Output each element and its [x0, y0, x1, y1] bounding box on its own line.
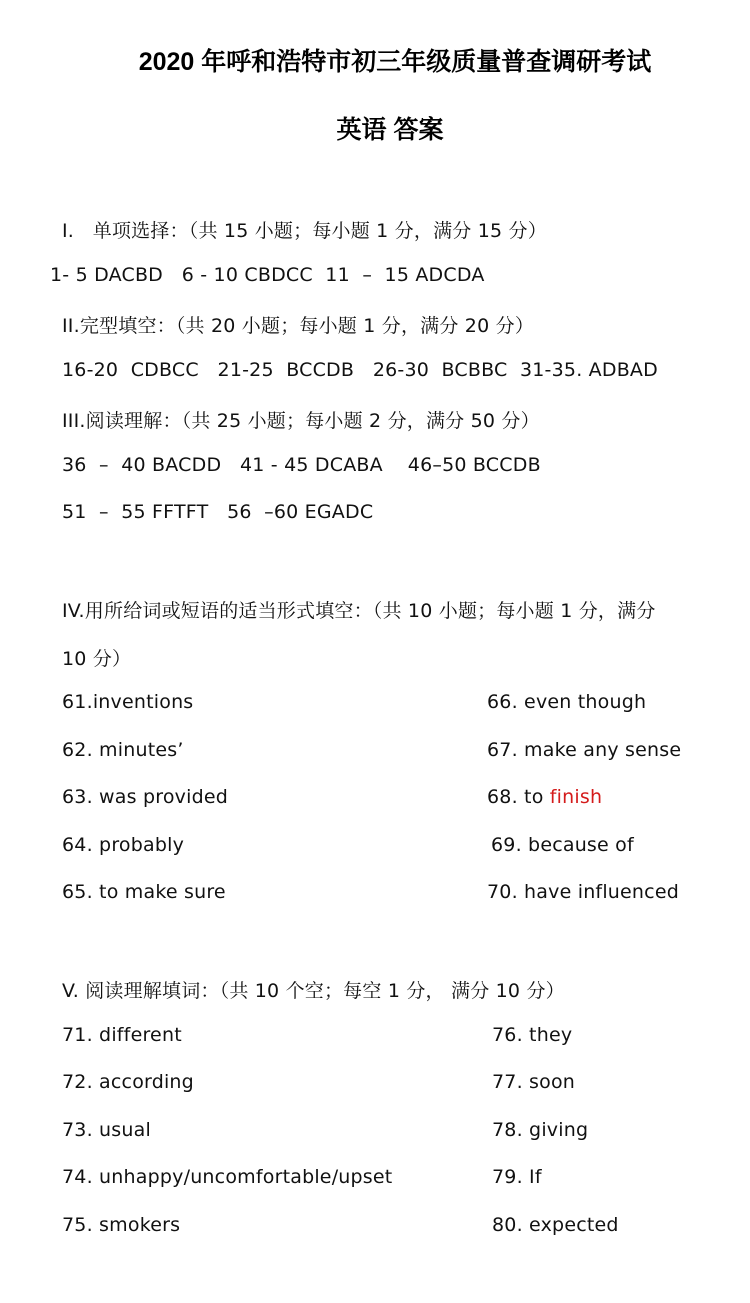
answer-76: 76. they [492, 1024, 573, 1046]
answer-70: 70. have influenced [487, 881, 679, 903]
answer-75: 75. smokers [62, 1214, 181, 1236]
page-title: 2020 年呼和浩特市初三年级质量普查调研考试 [138, 48, 652, 76]
answer-63: 63. was provided [62, 786, 228, 808]
section-3-heading: III.阅读理解：（共 25 小题；每小题 2 分，满分 50 分） [62, 410, 540, 432]
section-4-heading-cont: 10 分） [62, 648, 132, 670]
page-subtitle: 英语 答案 [336, 116, 444, 144]
answer-61: 61.inventions [62, 691, 194, 713]
answer-79: 79. If [492, 1166, 542, 1188]
answer-78: 78. giving [492, 1119, 589, 1141]
answer-68 [487, 786, 602, 808]
section-5-heading: V. 阅读理解填词：（共 10 个空；每空 1 分， 满分 10 分） [62, 980, 565, 1002]
answer-68-highlight: finish [549, 786, 603, 808]
answer-68-prefix: 68. to [487, 786, 550, 808]
answer-71: 71. different [62, 1024, 182, 1046]
answer-65: 65. to make sure [62, 881, 226, 903]
answer-69: 69. because of [491, 834, 634, 856]
section-1-answers: 1- 5 DACBD 6 - 10 CBDCC 11 – 15 ADCDA [50, 264, 485, 286]
section-3-answers-row1: 36 – 40 BACDD 41 - 45 DCABA 46–50 BCCDB [62, 454, 541, 476]
answer-67: 67. make any sense [487, 739, 682, 761]
answer-64: 64. probably [62, 834, 185, 856]
answer-74: 74. unhappy/uncomfortable/upset [62, 1166, 393, 1188]
answer-72: 72. according [62, 1071, 194, 1093]
answer-73: 73. usual [62, 1119, 151, 1141]
section-2-heading: II.完型填空：（共 20 小题；每小题 1 分，满分 20 分） [62, 315, 535, 337]
section-3-answers-row2: 51 – 55 FFTFT 56 –60 EGADC [62, 501, 374, 523]
answer-62: 62. minutes’ [62, 739, 184, 761]
answer-80: 80. expected [492, 1214, 619, 1236]
section-4-heading: IV.用所给词或短语的适当形式填空：（共 10 小题；每小题 1 分，满分 [62, 600, 656, 622]
answer-66: 66. even though [487, 691, 647, 713]
answer-77: 77. soon [492, 1071, 576, 1093]
section-1-heading: I. 单项选择：（共 15 小题；每小题 1 分，满分 15 分） [62, 220, 547, 242]
section-2-answers: 16-20 CDBCC 21-25 BCCDB 26-30 BCBBC 31-35. ADBAD [62, 359, 658, 381]
